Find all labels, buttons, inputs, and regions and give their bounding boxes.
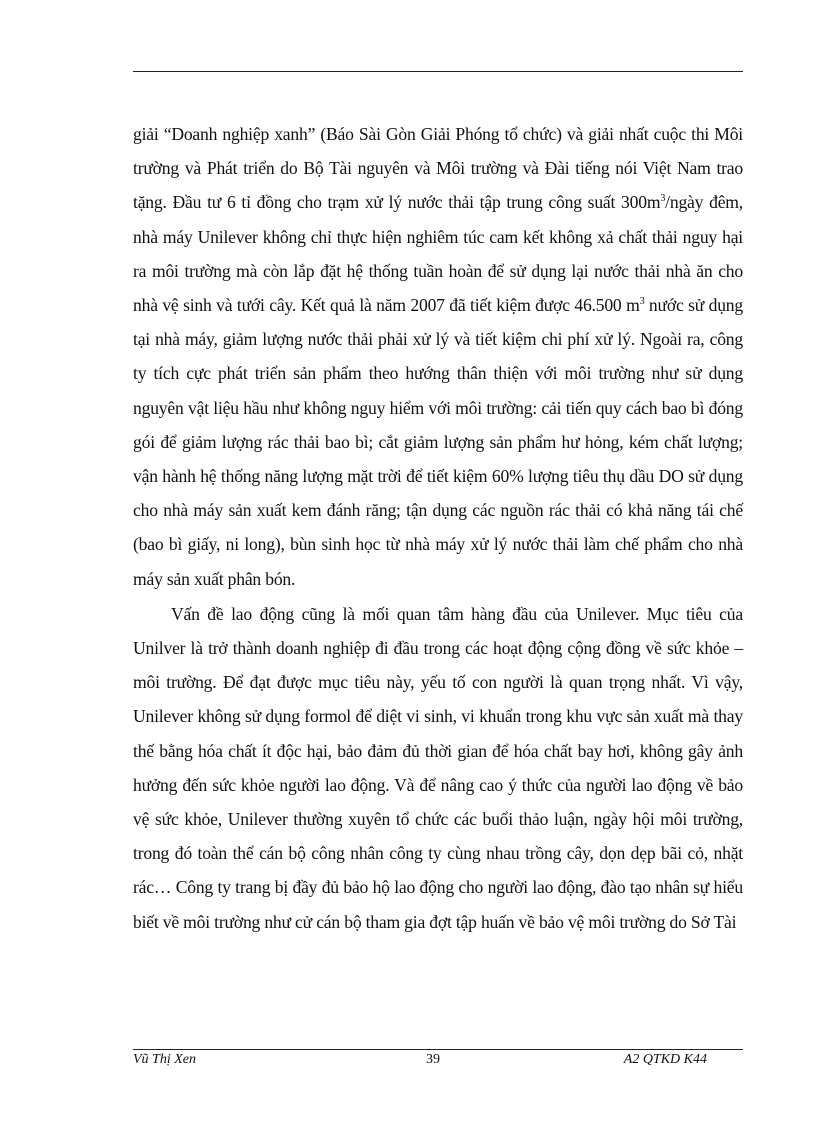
footer-class: A2 QTKD K44 xyxy=(623,1052,707,1067)
superscript: 3 xyxy=(639,296,645,308)
text-segment: giải “Doanh nghiệp xanh” (Báo Sài Gòn Giải Phóng tổ chức) và giải nhất cuộc thi Môi trường và Phát triển do Bộ Tài nguyên và Môi trường và Đài tiếng nói Việt Nam trao tặng. Đầu tư 6 tỉ đồng cho trạm xử lý nước thải tập trung công suất 300m xyxy=(133,124,743,213)
text-segment: nước sử dụng tại nhà máy, giảm lượng nước thải phải xử lý và tiết kiệm chi phí xử lý. Ngoài ra, công ty tích cực phát triển sản phẩm theo hướng thân thiện với môi trường như sử dụng nguyên vật liệu hầu như không nguy hiểm với môi trường: cải tiến quy cách bao bì đóng gói để giảm lượng rác thải bao bì; cắt giảm lượng sản phẩm hư hỏng, kém chất lượng; vận hành hệ thống năng lượng mặt trời để tiết kiệm 60% lượng tiêu thụ dầu DO sử dụng cho nhà máy sản xuất kem đánh răng; tận dụng các nguồn rác thải có khả năng tái chế (bao bì giấy, ni long), bùn sinh học từ nhà máy xử lý nước thải làm chế phẩm cho nhà máy sản xuất phân bón. xyxy=(133,295,743,589)
text-segment: /ngày đêm, nhà máy Unilever không chỉ thực hiện nghiêm túc cam kết không xả chất thải nguy hại ra môi trường mà còn lắp đặt hệ thống tuần hoàn để sử dụng lại nước thải nhà ăn cho nhà vệ sinh và tưới cây. Kết quả là năm 2007 đã tiết kiệm được 46.500 m xyxy=(133,192,743,316)
header-rule xyxy=(133,71,743,72)
page-footer xyxy=(133,1052,743,1074)
page-number: 39 xyxy=(426,1052,440,1067)
paragraph-2 xyxy=(133,597,743,939)
superscript: 3 xyxy=(660,193,666,205)
footer-rule xyxy=(133,1049,743,1050)
page-body xyxy=(133,117,743,939)
paragraph-1 xyxy=(133,117,743,596)
footer-author: Vũ Thị Xen xyxy=(133,1052,196,1067)
text-segment: Vấn đề lao động cũng là mối quan tâm hàng đầu của Unilever. Mục tiêu của Unilver là trở thành doanh nghiệp đi đầu trong các hoạt động cộng đồng về sức khỏe – môi trường. Để đạt được mục tiêu này, yếu tố con người là quan trọng nhất. Vì vậy, Unilever không sử dụng formol để diệt vi sinh, vi khuẩn trong khu vực sản xuất mà thay thế bằng hóa chất ít độc hại, bảo đảm đủ thời gian để hóa chất bay hơi, không gây ảnh hưởng đến sức khỏe người lao động. Và để nâng cao ý thức của người lao động về bảo vệ sức khỏe, Unilever thường xuyên tổ chức các buổi thảo luận, ngày hội môi trường, trong đó toàn thể cán bộ công nhân công ty cùng nhau trồng cây, dọn dẹp bãi cỏ, nhặt rác… Công ty trang bị đầy đủ bảo hộ lao động cho người lao động, đào tạo nhân sự hiểu biết về môi trường như cử cán bộ tham gia đợt tập huấn về bảo vệ môi trường do Sở Tài xyxy=(133,603,743,932)
